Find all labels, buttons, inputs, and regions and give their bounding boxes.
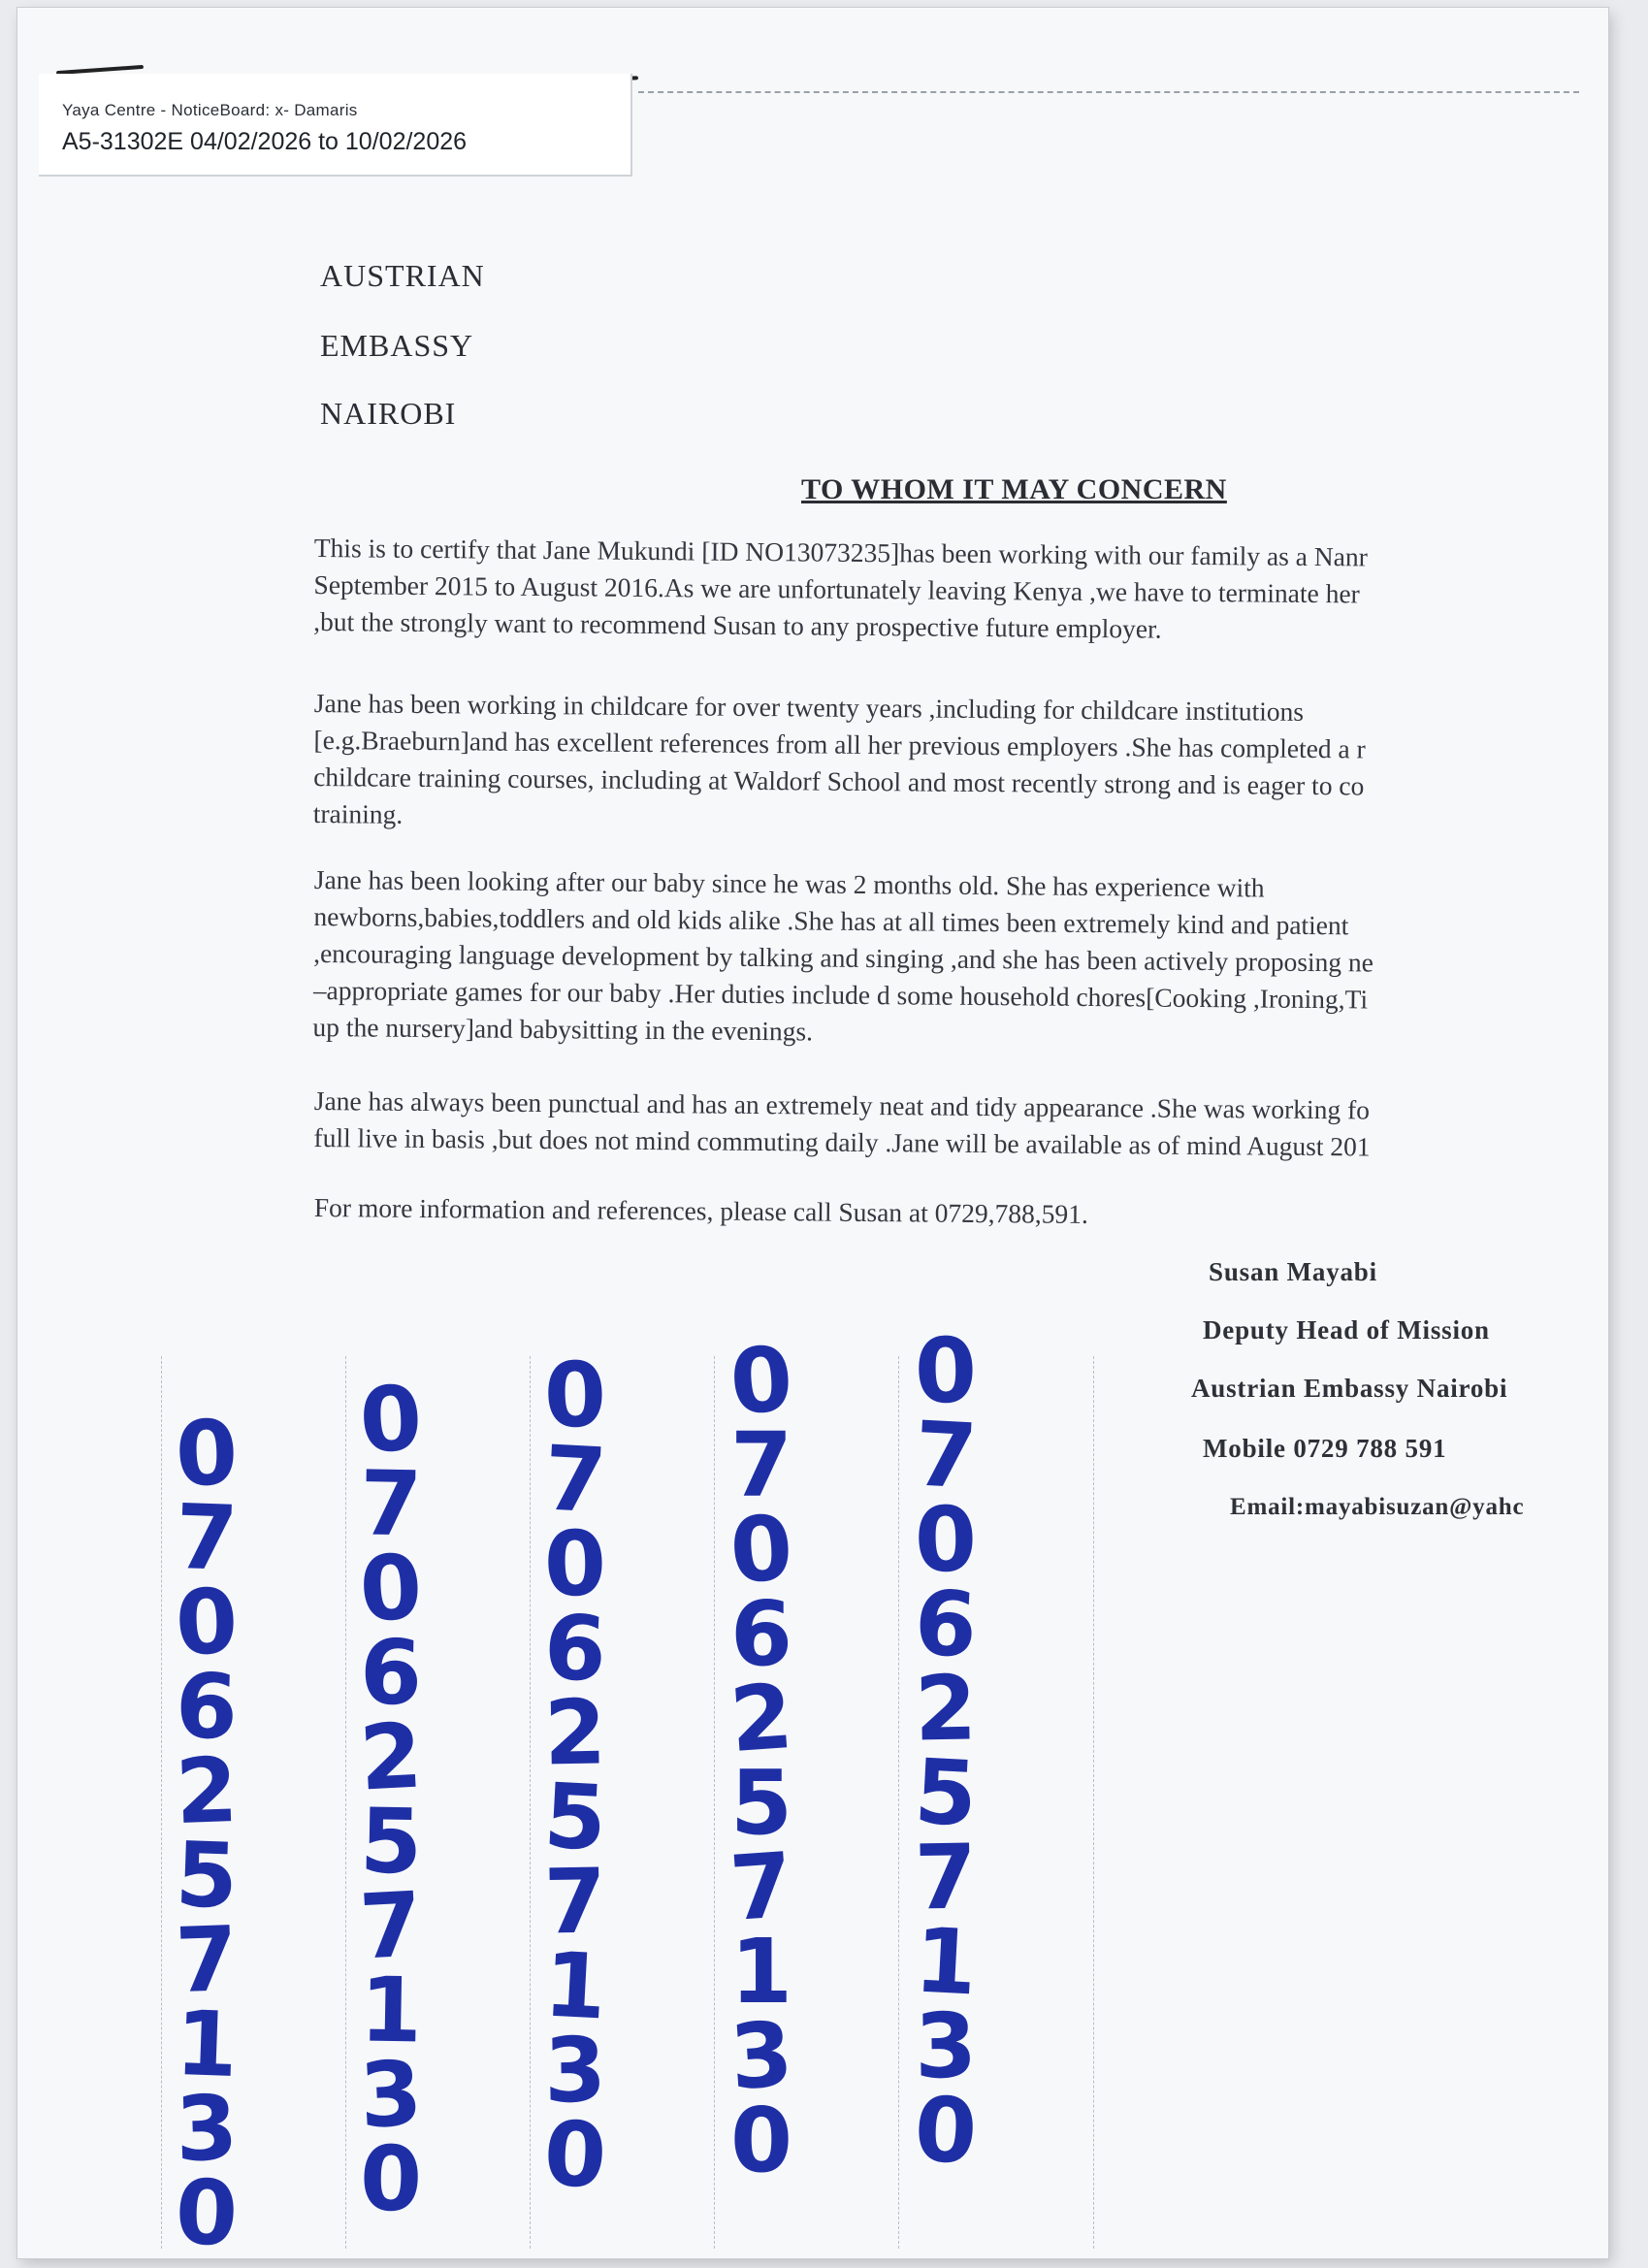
handwritten-digit: 6 bbox=[359, 1620, 423, 1726]
paragraph-line: Jane has been working in childcare for over twenty years ,including for childcare institutions bbox=[313, 687, 1305, 727]
handwritten-digit: 7 bbox=[174, 1906, 240, 2014]
handwritten-digit: 0 bbox=[914, 1487, 978, 1593]
handwritten-digit: 3 bbox=[727, 2001, 796, 2111]
letterhead-line-2: EMBASSY bbox=[320, 328, 474, 363]
handwritten-digit: 3 bbox=[357, 2041, 425, 2149]
handwritten-digit: 2 bbox=[914, 1656, 978, 1762]
paragraph bbox=[313, 530, 1595, 652]
paragraph-line: full live in basis ,but does not mind commuting daily .Jane will be available as of mind August 201 bbox=[313, 1121, 1371, 1162]
handwritten-digit: 5 bbox=[541, 1764, 609, 1871]
paragraph bbox=[313, 685, 1595, 844]
handwritten-digit: 7 bbox=[729, 1413, 792, 1517]
handwritten-digit: 6 bbox=[729, 1582, 792, 1686]
handwritten-digit: 1 bbox=[729, 1920, 792, 2024]
paragraph-line: –appropriate games for our baby .Her duties include d some household chores[Cooking ,Ironing,Ti bbox=[312, 974, 1369, 1015]
handwritten-digit: 0 bbox=[912, 2077, 980, 2185]
handwritten-digit: 0 bbox=[174, 2159, 240, 2267]
handwritten-digit: 1 bbox=[541, 1932, 609, 2040]
handwritten-digit: 0 bbox=[174, 1400, 240, 1507]
handwritten-digit: 0 bbox=[174, 1569, 240, 1676]
handwritten-digit: 7 bbox=[912, 1402, 980, 1509]
handwritten-digit: 5 bbox=[729, 1751, 792, 1855]
handwritten-digit: 2 bbox=[543, 1680, 607, 1786]
handwritten-digit: 1 bbox=[174, 1991, 240, 2098]
handwritten-digit: 7 bbox=[359, 1451, 423, 1557]
handwritten-digit: 2 bbox=[357, 1703, 425, 1811]
handwritten-digit: 6 bbox=[541, 1595, 609, 1702]
letter-heading: TO WHOM IT MAY CONCERN bbox=[801, 473, 1227, 505]
handwritten-digit: 0 bbox=[729, 2089, 792, 2192]
handwritten-digit: 0 bbox=[727, 1495, 796, 1604]
handwritten-digit: 0 bbox=[541, 2101, 609, 2209]
handwritten-digit: 1 bbox=[359, 1958, 423, 2063]
handwritten-digit: 0 bbox=[357, 1366, 425, 1474]
handwritten-digit: 3 bbox=[914, 1993, 978, 2099]
handwritten-digit: 0 bbox=[359, 2126, 423, 2232]
handwritten-digit: 1 bbox=[912, 1908, 980, 2016]
paragraph-line: September 2015 to August 2016.As we are unfortunately leaving Kenya ,we have to terminate her bbox=[313, 568, 1360, 609]
handwritten-digit: 7 bbox=[914, 1825, 978, 1930]
handwritten-digit: 5 bbox=[174, 1822, 240, 1929]
dashed-divider bbox=[638, 91, 1579, 93]
paragraph-line: training. bbox=[312, 797, 404, 829]
handwritten-digit: 0 bbox=[914, 1318, 978, 1424]
signature-email: Email:mayabisuzan@yahc bbox=[1230, 1494, 1525, 1520]
paragraph bbox=[314, 1189, 1595, 1238]
paragraph-line: For more information and references, please call Susan at 0729,788,591. bbox=[313, 1191, 1088, 1229]
handwritten-digit: 0 bbox=[727, 1326, 796, 1436]
handwritten-digit: 3 bbox=[174, 2075, 240, 2183]
notice-board-sticker bbox=[39, 74, 632, 177]
paragraph bbox=[312, 861, 1595, 1057]
handwritten-digit: 6 bbox=[912, 1571, 980, 1678]
paragraph-line: This is to certify that Jane Mukundi [ID NO13073235]has been working with our family as a Nanr bbox=[313, 532, 1368, 572]
letterhead-line-1: AUSTRIAN bbox=[320, 258, 485, 293]
handwritten-digit: 3 bbox=[543, 2018, 607, 2123]
handwritten-digit: 0 bbox=[543, 1511, 607, 1617]
sticker-board-label: Yaya Centre - NoticeBoard: x- Damaris bbox=[62, 101, 358, 119]
handwritten-digit: 7 bbox=[357, 1872, 425, 1980]
handwritten-digit: 0 bbox=[543, 1343, 607, 1448]
paragraph-line: Jane has been looking after our baby since he was 2 months old. She has experience with bbox=[313, 863, 1265, 903]
notice-paper bbox=[17, 8, 1608, 2267]
sticker-reference: A5-31302E 04/02/2026 to 10/02/2026 bbox=[62, 128, 468, 155]
paragraph-line: childcare training courses, including at Waldorf School and most recently strong and is eager to co bbox=[313, 761, 1365, 801]
handwritten-digit: 5 bbox=[359, 1789, 423, 1895]
handwritten-digit: 7 bbox=[727, 1832, 796, 1942]
paragraph-line: [e.g.Braeburn]and has excellent references from all her previous employers .She has completed a r bbox=[313, 724, 1366, 764]
handwritten-digit: 6 bbox=[174, 1653, 240, 1761]
signature-mobile: Mobile 0729 788 591 bbox=[1203, 1434, 1447, 1463]
handwritten-digit: 0 bbox=[357, 1535, 425, 1642]
handwritten-digit: 2 bbox=[727, 1664, 796, 1773]
handwritten-digit: 5 bbox=[912, 1739, 980, 1847]
paragraph-line: ,encouraging language development by talking and singing ,and she has been actively proposing ne bbox=[313, 937, 1374, 978]
signature-title: Deputy Head of Mission bbox=[1203, 1315, 1490, 1345]
paragraph-line: Jane has always been punctual and has an extremely neat and tidy appearance .She was working fo bbox=[313, 1085, 1371, 1125]
paragraph-line: newborns,babies,toddlers and old kids alike .She has at all times been extremely kind and patient bbox=[313, 900, 1349, 941]
paragraph-line: ,but the strongly want to recommend Susan to any prospective future employer. bbox=[313, 605, 1162, 644]
paragraph-line: up the nursery]and babysitting in the evenings. bbox=[312, 1011, 814, 1047]
letterhead-line-3: NAIROBI bbox=[320, 396, 457, 431]
signature-org: Austrian Embassy Nairobi bbox=[1191, 1374, 1508, 1403]
handwritten-digit: 2 bbox=[174, 1737, 240, 1845]
signature-name: Susan Mayabi bbox=[1209, 1257, 1377, 1286]
paragraph bbox=[313, 1083, 1595, 1168]
handwritten-digit: 7 bbox=[543, 1849, 607, 1955]
handwritten-digit: 7 bbox=[541, 1426, 609, 1534]
handwritten-digit: 7 bbox=[174, 1484, 240, 1592]
